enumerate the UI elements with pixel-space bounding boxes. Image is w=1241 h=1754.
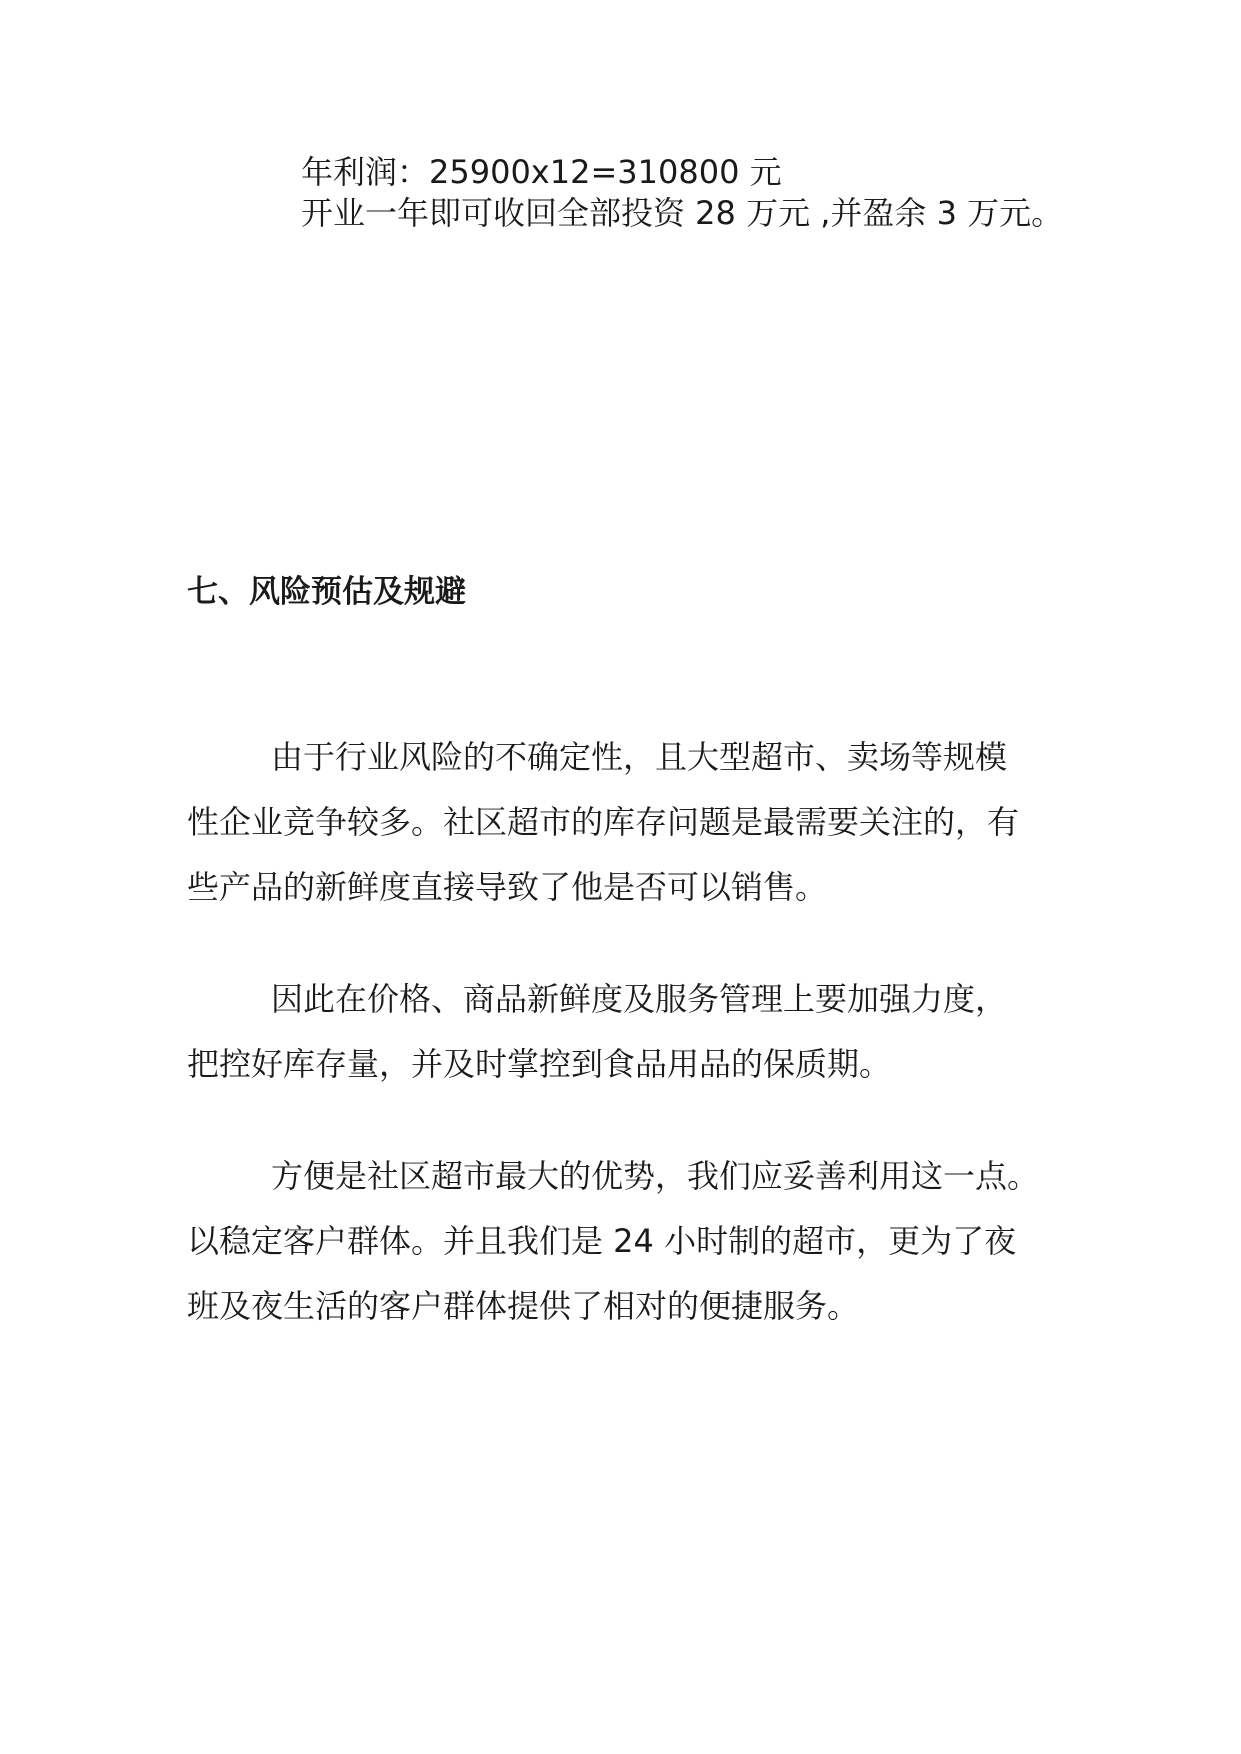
paragraph-line: 班及夜生活的客户群体提供了相对的便捷服务。 <box>187 1287 860 1325</box>
paragraph-mitigation <box>187 967 1047 1097</box>
paragraph-line: 以稳定客户群体。并且我们是 24 小时制的超市，更为了夜 <box>187 1222 1017 1260</box>
paragraph-line: 性企业竞争较多。社区超市的库存问题是最需要关注的，有 <box>187 803 1020 841</box>
paragraph-line: 由于行业风险的不确定性，且大型超市、卖场等规模 <box>271 738 1008 776</box>
paragraph-line: 些产品的新鲜度直接导致了他是否可以销售。 <box>187 868 828 906</box>
paragraph-line: 因此在价格、商品新鲜度及服务管理上要加强力度， <box>271 980 1008 1018</box>
annual-profit-line: 年利润：25900x12=310800 元 <box>301 153 782 191</box>
payback-line: 开业一年即可收回全部投资 28 万元 ,并盈余 3 万元。 <box>301 194 1064 232</box>
paragraph-risk <box>187 725 1047 920</box>
paragraph-line: 把控好库存量，并及时掌控到食品用品的保质期。 <box>187 1045 892 1083</box>
paragraph-line: 方便是社区超市最大的优势，我们应妥善利用这一点。 <box>271 1157 1040 1195</box>
section-heading: 七、风险预估及规避 <box>187 574 466 610</box>
paragraph-advantage <box>187 1144 1047 1339</box>
